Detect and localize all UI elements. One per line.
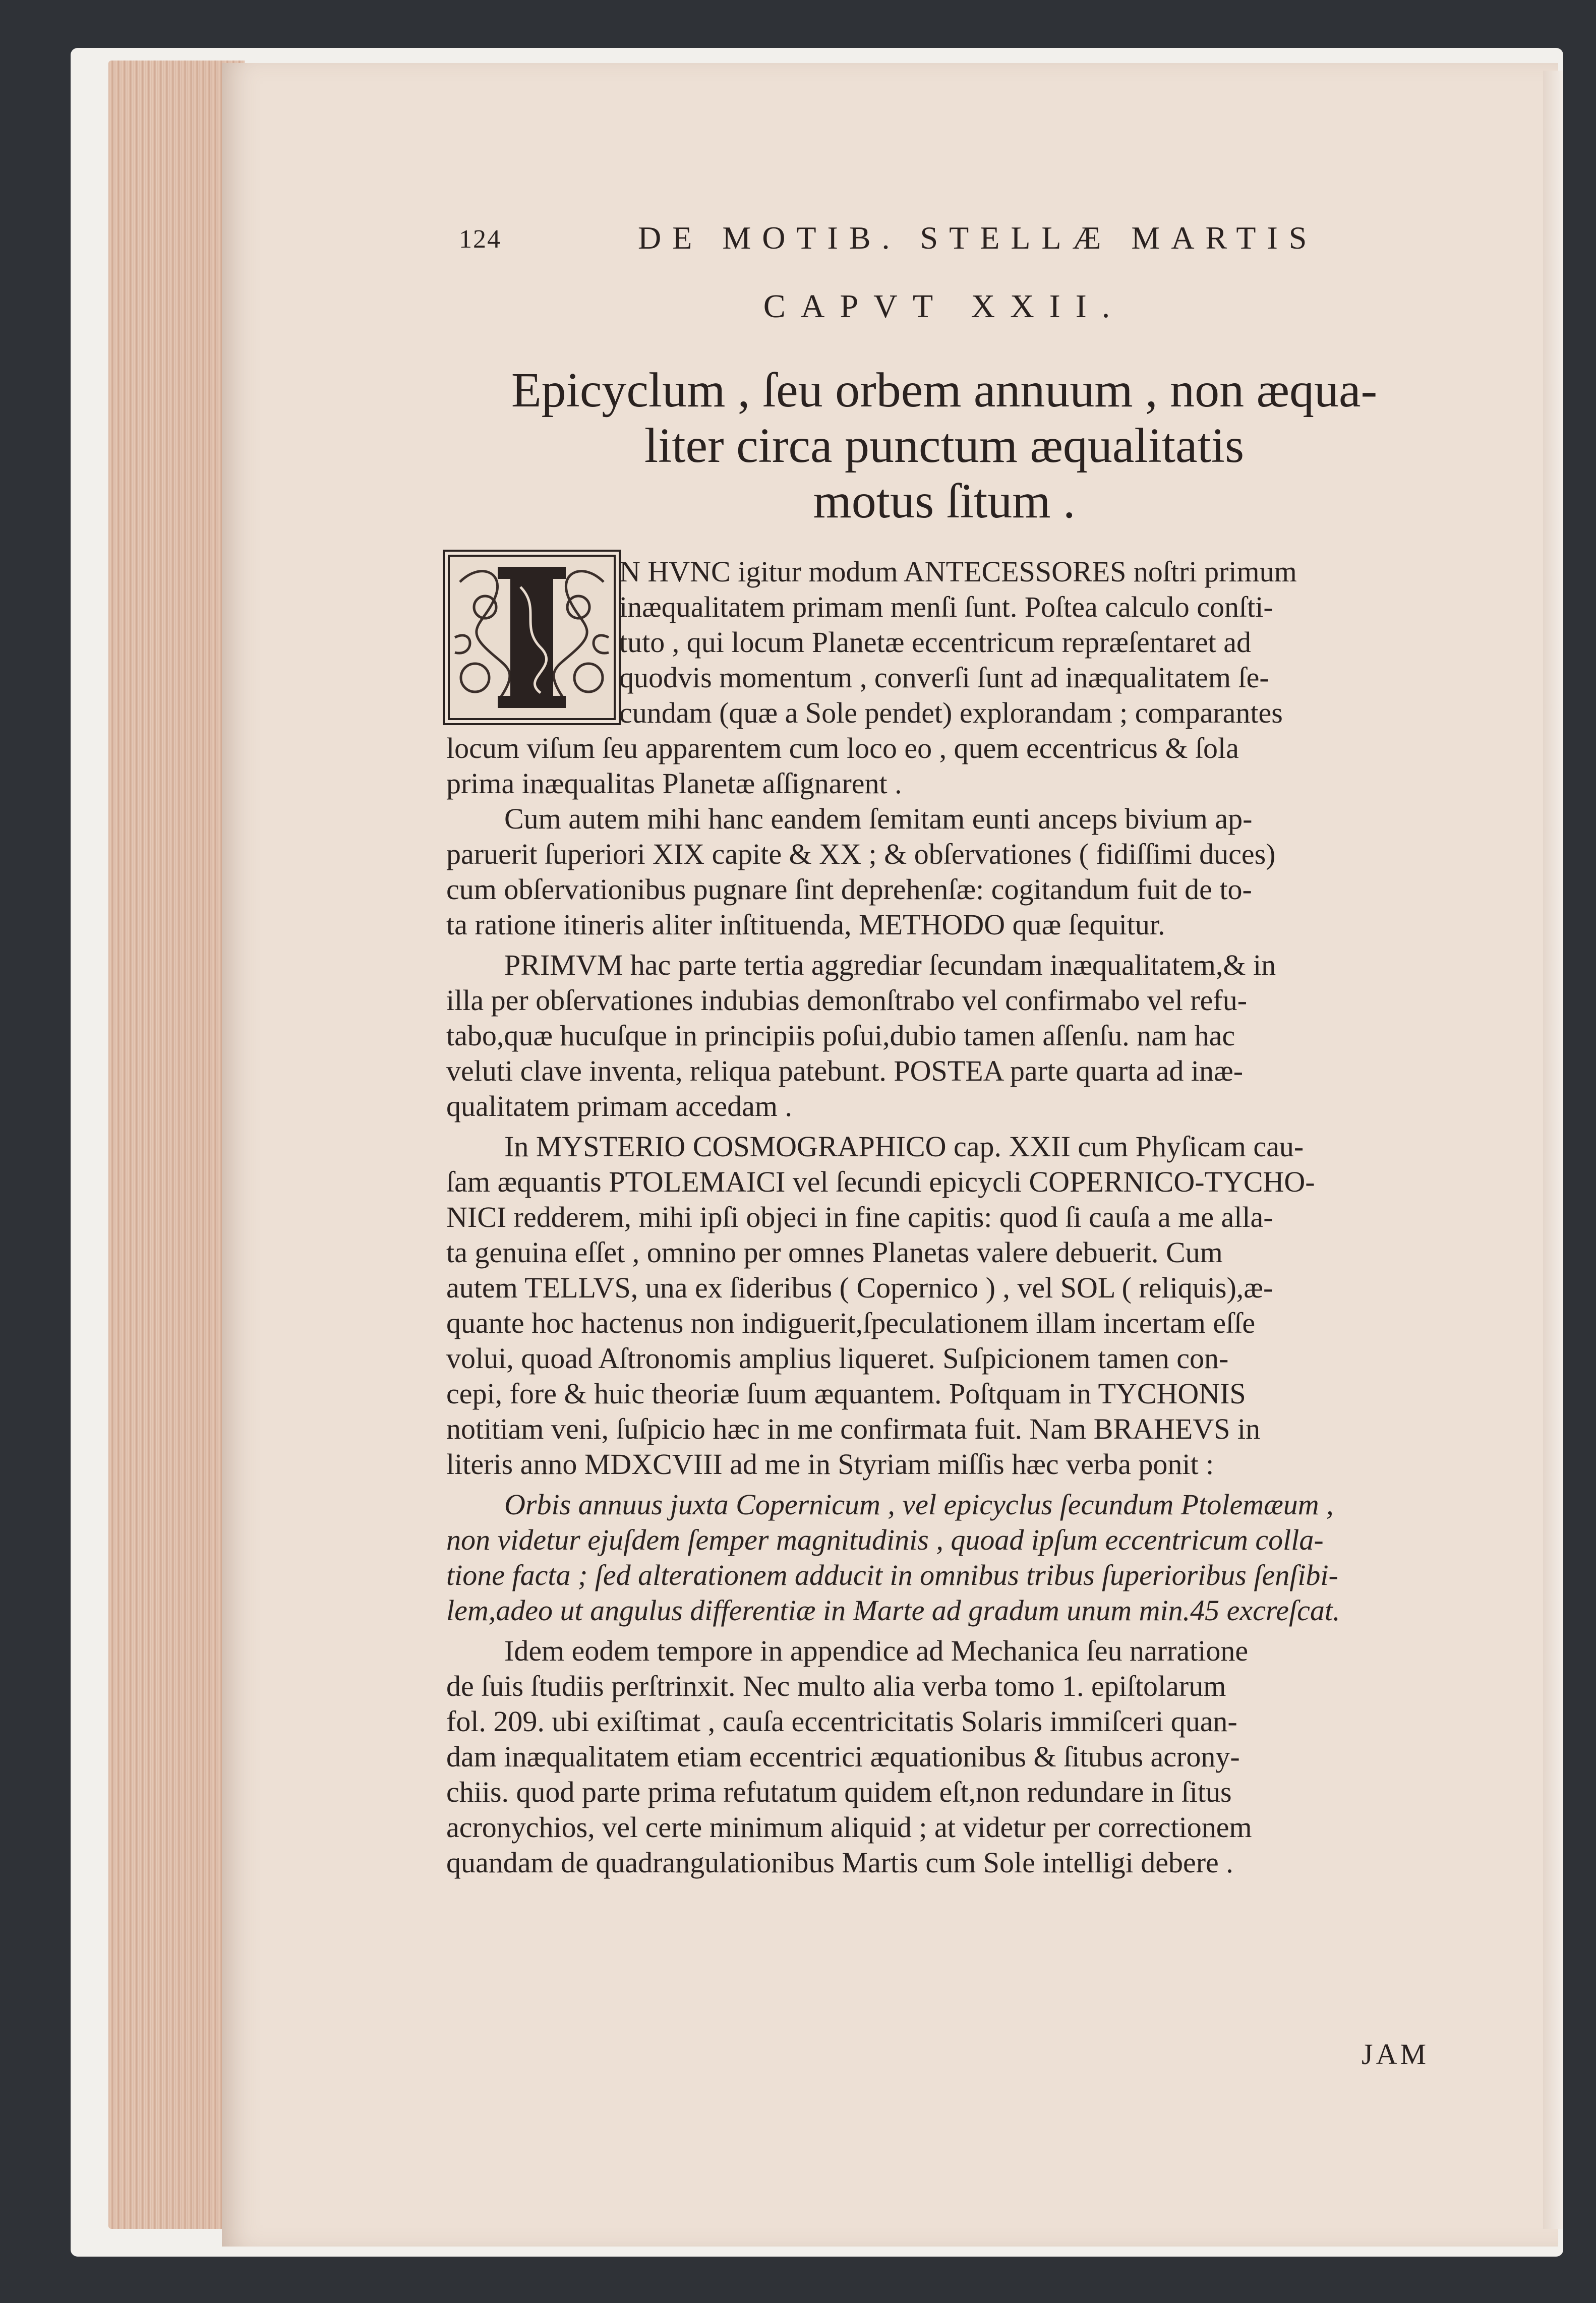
body-line-37: quandam de quadrangulationibus Martis cum Sole intelligi debere . xyxy=(446,1846,1233,1879)
quote-line-1: Orbis annuus juxta Copernicum , vel epicyclus ſecundum Ptolemæum , xyxy=(504,1488,1334,1521)
body-line-18: ſam æquantis PTOLEMAICI vel ſecundi epicycli COPERNICO-TYCHO- xyxy=(446,1165,1315,1198)
body-line-1: N HVNC igitur modum ANTECESSORES noſtri primum xyxy=(619,555,1297,588)
body-line-32: de ſuis ſtudiis perſtrinxit. Nec multo alia verba tomo 1. epiſtolarum xyxy=(446,1670,1226,1702)
running-head xyxy=(446,220,1442,265)
body-line-16: qualitatem primam accedam . xyxy=(446,1090,793,1123)
quote-line-2: non videtur ejuſdem ſemper magnitudinis , quoad ipſum eccentricum colla- xyxy=(446,1523,1324,1556)
body-line-24: cepi, fore & huic theoriæ ſuum æquantem. Poſtquam in TYCHONIS xyxy=(446,1377,1246,1410)
body-line-12: PRIMVM hac parte tertia aggrediar ſecundam inæqualitatem,& in xyxy=(504,949,1276,981)
page-number: 124 xyxy=(459,225,501,254)
body-line-23: volui, quoad Aſtronomis amplius liqueret. Suſpicionem tamen con- xyxy=(446,1342,1229,1375)
body-line-7: prima inæqualitas Planetæ aſſignarent . xyxy=(446,767,902,800)
quote-line-3: tione facta ; ſed alterationem adducit in omnibus tribus ſuperioribus ſenſibi- xyxy=(446,1559,1338,1591)
body-line-9: paruerit ſuperiori XIX capite & XX ; & obſervationes ( fidiſſimi duces) xyxy=(446,838,1276,870)
body-line-31: Idem eodem tempore in appendice ad Mechanica ſeu narratione xyxy=(504,1634,1249,1667)
chapter-title-line-2: liter circa punctum æqualitatis xyxy=(644,419,1245,473)
body-line-11: ta ratione itineris aliter inſtituenda, METHODO quæ ſequitur. xyxy=(446,908,1165,941)
body-line-36: acronychios, vel certe minimum aliquid ; at videtur per correctionem xyxy=(446,1811,1252,1844)
page-fore-edge xyxy=(1543,71,1563,2229)
body-line-10: cum obſervationibus pugnare ſint deprehenſæ: cogitandum fuit de to- xyxy=(446,873,1252,906)
body-line-8: Cum autem mihi hanc eandem ſemitam eunti anceps bivium ap- xyxy=(504,802,1253,835)
body-line-2: inæqualitatem primam menſi ſunt. Poſtea calculo conſti- xyxy=(619,590,1273,623)
body-line-20: ta genuina eſſet , omnino per omnes Planetas valere debuerit. Cum xyxy=(446,1236,1223,1269)
chapter-title-line-3: motus ſitum . xyxy=(813,474,1076,528)
body-line-4: quodvis momentum , converſi ſunt ad inæqualitatem ſe- xyxy=(619,661,1269,694)
body-line-17: In MYSTERIO COSMOGRAPHICO cap. XXII cum Phyſicam cau- xyxy=(504,1130,1304,1163)
running-title: DE MOTIB. STELLÆ MARTIS xyxy=(638,220,1318,256)
body-line-34: dam inæqualitatem etiam eccentrici æquationibus & ſitubus acrony- xyxy=(446,1740,1240,1773)
body-line-14: tabo,quæ hucuſque in principiis poſui,dubio tamen aſſenſu. nam hac xyxy=(446,1019,1235,1052)
body-line-22: quante hoc hactenus non indiguerit,ſpeculationem illam incertam eſſe xyxy=(446,1307,1256,1339)
ornamental-initial-icon xyxy=(443,550,621,725)
body-line-5: cundam (quæ a Sole pendet) explorandam ; comparantes xyxy=(619,696,1283,729)
body-line-33: fol. 209. ubi exiſtimat , cauſa eccentricitatis Solaris immiſceri quan- xyxy=(446,1705,1237,1738)
body-line-35: chiis. quod parte prima refutatum quidem eſt,non redundare in ſitus xyxy=(446,1776,1232,1808)
body-line-19: NICI redderem, mihi ipſi objeci in fine capitis: quod ſi cauſa a me alla- xyxy=(446,1201,1273,1233)
catchword: JAM xyxy=(1362,2038,1430,2071)
chapter-heading: CAPVT XXII. xyxy=(763,288,1126,325)
quote-line-4: lem,adeo ut angulus differentiæ in Marte ad gradum unum min.45 excreſcat. xyxy=(446,1594,1340,1627)
body-line-15: veluti clave inventa, reliqua patebunt. POSTEA parte quarta ad inæ- xyxy=(446,1054,1244,1087)
body-line-3: tuto , qui locum Planetæ eccentricum repræſentaret ad xyxy=(619,626,1252,659)
body-line-21: autem TELLVS, una ex ſideribus ( Copernico ) , vel SOL ( reliquis),æ- xyxy=(446,1271,1273,1304)
body-line-6: locum viſum ſeu apparentem cum loco eo , quem eccentricus & ſola xyxy=(446,732,1239,764)
chapter-title-line-1: Epicyclum , ſeu orbem annuum , non æqua- xyxy=(511,363,1378,418)
body-line-26: literis anno MDXCVIII ad me in Styriam miſſis hæc verba ponit : xyxy=(446,1448,1214,1481)
body-line-13: illa per obſervationes indubias demonſtrabo vel confirmabo vel refu- xyxy=(446,984,1248,1017)
body-line-25: notitiam veni, ſuſpicio hæc in me confirmata fuit. Nam BRAHEVS in xyxy=(446,1412,1261,1445)
